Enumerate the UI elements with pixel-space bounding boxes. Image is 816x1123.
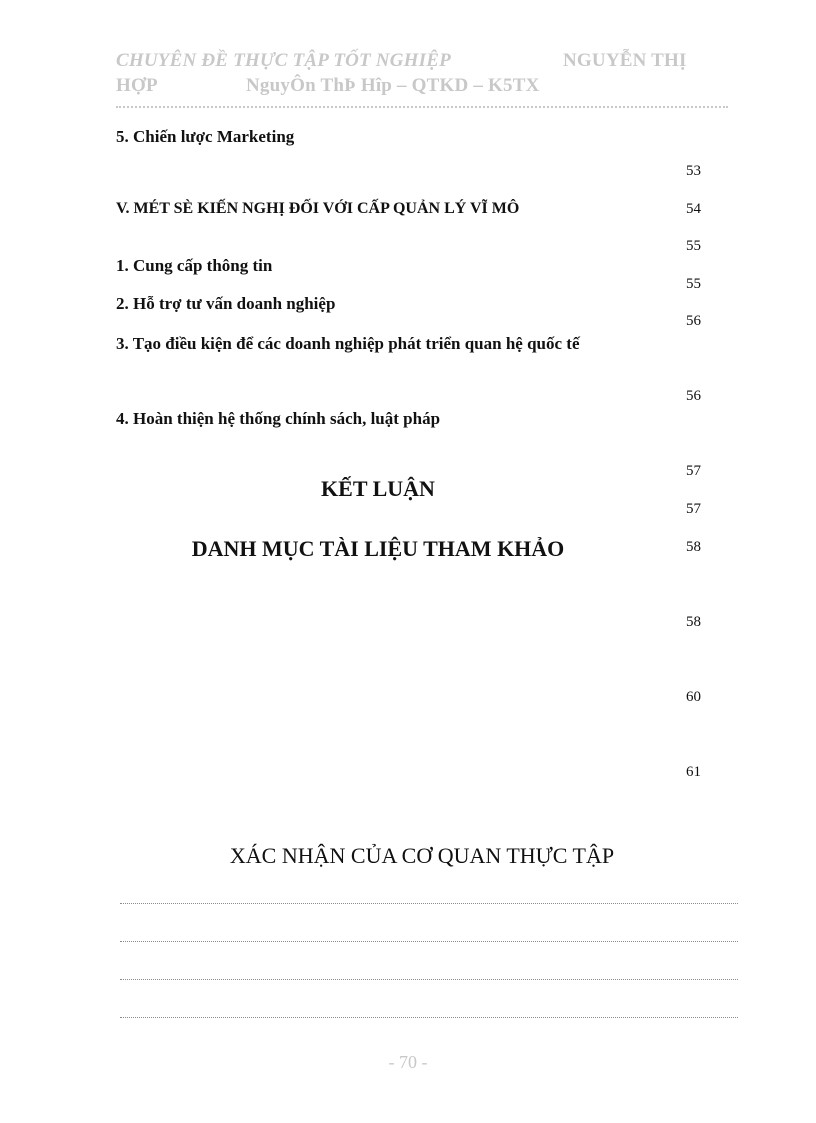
toc-entry: 2. Hỗ trợ tư vấn doanh nghiệp: [116, 294, 336, 313]
toc-heading-conclusion: KẾT LUẬN: [321, 476, 435, 501]
confirmation-dotted-line: [120, 903, 738, 904]
header-divider: [116, 106, 728, 108]
header-author-name: NGUYỄN THỊ: [563, 50, 687, 71]
toc-page-number: 58: [686, 539, 701, 555]
toc-page-number: 55: [686, 276, 701, 292]
toc-page-number: 57: [686, 463, 701, 479]
toc-entry: V. MÉT SÈ KIẾN NGHỊ ĐỐI VỚI CẤP QUẢN LÝ VĨ MÔ: [116, 200, 520, 217]
toc-entry: 5. Chiến lược Marketing: [116, 127, 295, 146]
toc-page-number: 57: [686, 501, 701, 517]
confirmation-dotted-line: [120, 1017, 738, 1018]
toc-page-number: 56: [686, 313, 701, 329]
toc-page-number: 60: [686, 689, 701, 705]
toc-heading-references: DANH MỤC TÀI LIỆU THAM KHẢO: [191, 536, 565, 561]
toc-page-number: 58: [686, 614, 701, 630]
footer-page-number: - 70 -: [388, 1052, 428, 1072]
toc-page-number: 54: [686, 201, 701, 217]
header-author-info: NguyÔn ThÞ Hîp – QTKD – K5TX: [246, 75, 540, 96]
toc-entry: 1. Cung cấp thông tin: [116, 256, 273, 275]
header-author-name-cont: HỢP: [116, 75, 158, 96]
toc-page-number: 56: [686, 388, 701, 404]
toc-entry: 4. Hoàn thiện hệ thống chính sách, luật pháp: [116, 409, 441, 428]
toc-entry: 3. Tạo điều kiện để các doanh nghiệp phát triển quan hệ quốc tế: [116, 334, 580, 353]
toc-page-number: 61: [686, 764, 701, 780]
header-title: CHUYÊN ĐỀ THỰC TẬP TỐT NGHIỆP: [116, 50, 451, 71]
toc-page-number: 53: [686, 163, 701, 179]
confirmation-dotted-line: [120, 941, 738, 942]
confirmation-title: XÁC NHẬN CỦA CƠ QUAN THỰC TẬP: [229, 843, 615, 868]
confirmation-dotted-line: [120, 979, 738, 980]
toc-page-number: 55: [686, 238, 701, 254]
